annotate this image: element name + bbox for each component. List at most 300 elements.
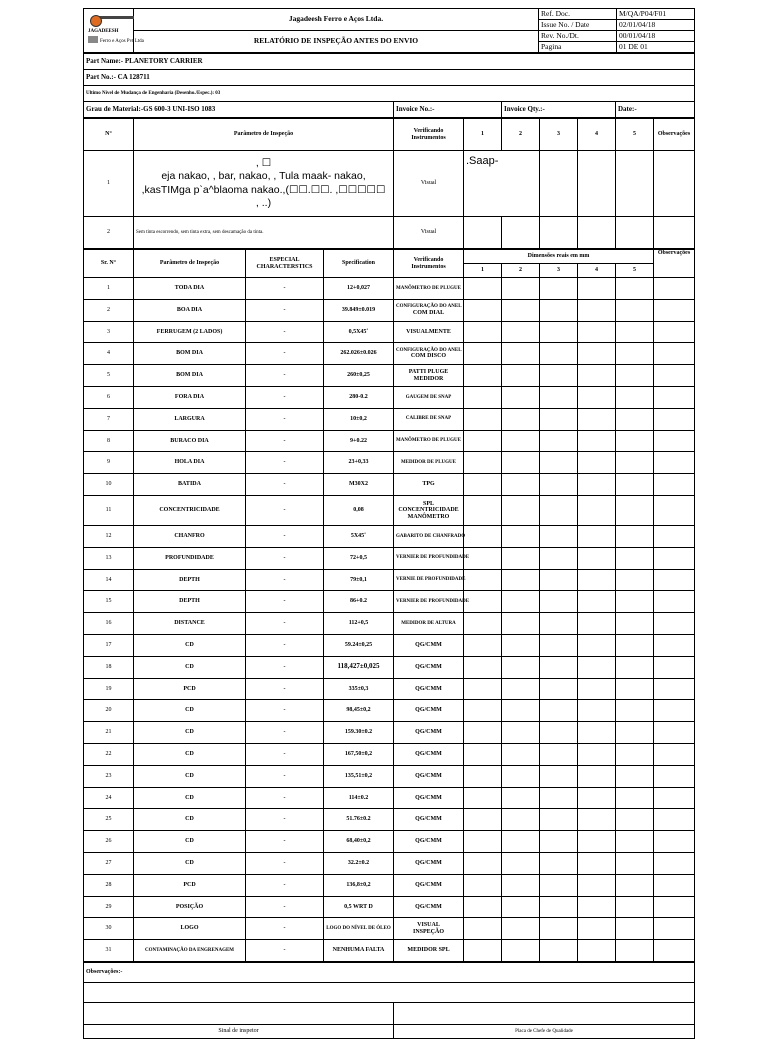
special-characteristic: - [246, 591, 324, 613]
part-name: Part Name:- PLANETORY CARRIER [84, 54, 695, 70]
measurement-cell [578, 591, 616, 613]
table-row [84, 525, 695, 547]
instrument [394, 787, 464, 809]
inspection-parameter: CD [134, 831, 246, 853]
measurement-cell [540, 874, 578, 896]
instrument [394, 474, 464, 496]
measurement-cell [616, 569, 654, 591]
table-row [84, 765, 695, 787]
measurement-cell [578, 321, 616, 343]
observation-cell [654, 365, 695, 387]
measurement-cell [464, 809, 502, 831]
measurement-cell [540, 896, 578, 918]
measurement-cell [540, 743, 578, 765]
row-number: 23 [84, 765, 134, 787]
instrument [394, 495, 464, 525]
specification: 72+0,5 [324, 547, 394, 569]
specification: M30X2 [324, 474, 394, 496]
instrument [394, 896, 464, 918]
measurement-cell [502, 743, 540, 765]
specification: 114±0.2 [324, 787, 394, 809]
observation-cell [654, 386, 695, 408]
measurement-cell [464, 495, 502, 525]
table-row [84, 299, 695, 321]
measurement-cell [502, 547, 540, 569]
instrument-line: QG/CMM [415, 751, 442, 758]
measurement-cell [616, 386, 654, 408]
table-row [84, 386, 695, 408]
measurement-cell [464, 896, 502, 918]
table-row [84, 940, 695, 962]
measurement-cell [578, 547, 616, 569]
measurement-cell [502, 386, 540, 408]
instrument [394, 634, 464, 656]
col-1: 1 [464, 264, 502, 278]
instrument [394, 874, 464, 896]
specification: 32.2±0.2 [324, 852, 394, 874]
measurement-cell [464, 386, 502, 408]
inspection-parameter: FORA DIA [134, 386, 246, 408]
measurement-cell [502, 430, 540, 452]
special-characteristic: - [246, 874, 324, 896]
instrument [394, 656, 464, 678]
instrument-line: MANÔMETRO [407, 513, 450, 520]
dimensional-inspection-table [83, 249, 695, 962]
measurement-cell [578, 408, 616, 430]
instrument-line: VERNIER DE PROFUNDIDADE [396, 555, 470, 561]
inspection-parameter: DISTANCE [134, 613, 246, 635]
specification: 39.849±0.019 [324, 299, 394, 321]
part-info [83, 53, 695, 118]
col-sr: Sr. N° [84, 250, 134, 278]
observation-cell [654, 918, 695, 940]
measurement-cell [616, 365, 654, 387]
inspection-parameter: CD [134, 722, 246, 744]
col-obs: Observações [654, 119, 695, 151]
observation-cell [654, 678, 695, 700]
measurement-cell [540, 722, 578, 744]
measurement-cell [540, 495, 578, 525]
measurement-cell [578, 430, 616, 452]
measurement-cell [464, 700, 502, 722]
measurement-cell [616, 613, 654, 635]
specification: 0,5X45˚ [324, 321, 394, 343]
specification: 10±0,2 [324, 408, 394, 430]
measurement-cell [616, 452, 654, 474]
measurement-cell [578, 918, 616, 940]
observation-cell [654, 452, 695, 474]
observation-cell [654, 787, 695, 809]
instrument-line: MEDIDOR DE PLUGUE [400, 460, 456, 466]
table-row [84, 634, 695, 656]
inspection-parameter: CD [134, 765, 246, 787]
instrument-line: QG/CMM [415, 663, 442, 670]
specification: 59.24±0,25 [324, 634, 394, 656]
instrument [394, 700, 464, 722]
measurement-cell [616, 474, 654, 496]
measurement-cell [464, 634, 502, 656]
row-number: 14 [84, 569, 134, 591]
special-characteristic: - [246, 613, 324, 635]
special-characteristic: - [246, 678, 324, 700]
specification: NENHUMA FALTA [324, 940, 394, 962]
inspection-parameter: LARGURA [134, 408, 246, 430]
measurement-cell [540, 408, 578, 430]
row-number: 13 [84, 547, 134, 569]
measurement-cell [616, 743, 654, 765]
special-characteristic: - [246, 852, 324, 874]
observation-cell [654, 343, 695, 365]
table-row [84, 700, 695, 722]
measurement-cell [578, 678, 616, 700]
observation-cell [654, 569, 695, 591]
instrument [394, 408, 464, 430]
instrument [394, 430, 464, 452]
col-special: ESPECIAL CHARACTERSTICS [246, 250, 324, 278]
col-no: N° [84, 119, 134, 151]
specification: 0,08 [324, 495, 394, 525]
specification: 51.76±0.2 [324, 809, 394, 831]
measurement-cell [616, 700, 654, 722]
measurement-cell [464, 452, 502, 474]
measurement-cell [502, 613, 540, 635]
specification: 68,40±0,2 [324, 831, 394, 853]
inspection-parameter: BOM DIA [134, 365, 246, 387]
instrument-line: QG/CMM [415, 903, 442, 910]
measurement-cell [502, 874, 540, 896]
measurement-cell [616, 343, 654, 365]
eng-change-level: Ultimo Nível de Mudança de Engenharia (Desenho./Espec.): 03 [84, 86, 695, 102]
instrument [394, 613, 464, 635]
observation-cell [654, 722, 695, 744]
specification: LOGO DO NÍVEL DE ÓLEO [324, 918, 394, 940]
measurement-cell [464, 831, 502, 853]
instrument-line: CONFIGURAÇÃO DO ANEL [396, 347, 462, 353]
instrument [394, 452, 464, 474]
row-number: 26 [84, 831, 134, 853]
observation-cell [654, 634, 695, 656]
observation-cell [654, 852, 695, 874]
special-characteristic: - [246, 547, 324, 569]
measurement-cell [540, 321, 578, 343]
instrument-line: PATTI PLUGE [408, 368, 449, 375]
inspection-report-sheet [83, 8, 694, 1039]
instrument [394, 525, 464, 547]
observation-cell [654, 299, 695, 321]
instrument [394, 365, 464, 387]
observation-cell [654, 874, 695, 896]
report-title: RELATÓRIO DE INSPEÇÃO ANTES DO ENVIO [134, 31, 539, 53]
observation-cell [654, 896, 695, 918]
instrument-line: QG/CMM [415, 707, 442, 714]
row-number: 11 [84, 495, 134, 525]
measurement-cell [464, 474, 502, 496]
col-1: 1 [464, 119, 502, 151]
part-number: Part No.:- CA 128711 [84, 70, 695, 86]
measurement-cell [616, 831, 654, 853]
measurement-cell [578, 278, 616, 300]
col-2: 2 [502, 264, 540, 278]
specification: 112+0,5 [324, 613, 394, 635]
table-row [84, 474, 695, 496]
measurement-cell [540, 365, 578, 387]
inspection-parameter: DEPTH [134, 569, 246, 591]
instrument-line: VISUALMENTE [406, 328, 451, 335]
measurement-cell [578, 343, 616, 365]
measurement-cell [578, 495, 616, 525]
instrument-line: MEDIDOR [413, 375, 444, 382]
inspection-parameter: CD [134, 656, 246, 678]
measurement-cell [502, 896, 540, 918]
measurement-cell [502, 918, 540, 940]
measurement-cell [616, 321, 654, 343]
table-row [84, 613, 695, 635]
inspection-parameter: BURACO DIA [134, 430, 246, 452]
observation-cell [654, 700, 695, 722]
col-instr: Verificando Instrumentos [394, 250, 464, 278]
measurement-cell [502, 809, 540, 831]
measurement-cell [464, 569, 502, 591]
measurement-cell [616, 547, 654, 569]
special-characteristic: - [246, 940, 324, 962]
measurement-cell [502, 299, 540, 321]
measurement-cell [540, 634, 578, 656]
instrument [394, 299, 464, 321]
meta-value: 02/01/04/18 [617, 20, 695, 31]
special-characteristic: - [246, 634, 324, 656]
row-number: 16 [84, 613, 134, 635]
measurement-cell [578, 474, 616, 496]
measurement-cell [578, 299, 616, 321]
col-instr: Verificando Instrumentos [394, 119, 464, 151]
measurement-cell [616, 591, 654, 613]
row-number: 3 [84, 321, 134, 343]
table-row [84, 743, 695, 765]
measurement-cell [616, 787, 654, 809]
table-row [84, 678, 695, 700]
measurement-cell [578, 656, 616, 678]
measurement-cell [464, 343, 502, 365]
row-number: 5 [84, 365, 134, 387]
specification: 9+0.22 [324, 430, 394, 452]
inspection-parameter: HOLA DIA [134, 452, 246, 474]
specification: 167,50±0,2 [324, 743, 394, 765]
instrument [394, 343, 464, 365]
measurement-cell [502, 343, 540, 365]
row-number: 8 [84, 430, 134, 452]
invoice-date: Date:- [616, 102, 695, 118]
paint-requirement: Sem tinta escorrendo, sem tinta extra, sem descamação da tinta. [134, 217, 394, 249]
measurement-cell [578, 365, 616, 387]
inspection-parameter: PCD [134, 678, 246, 700]
table-row [84, 430, 695, 452]
measurement-cell [540, 386, 578, 408]
measurement-cell [616, 656, 654, 678]
instrument-line: QG/CMM [415, 729, 442, 736]
measurement-cell [540, 940, 578, 962]
measurement-cell [616, 299, 654, 321]
instrument-line: CALIBRE DE SNAP [405, 416, 452, 422]
measurement-cell [578, 852, 616, 874]
table-row [84, 452, 695, 474]
instrument-line: QG/CMM [415, 838, 442, 845]
measurement-cell [616, 525, 654, 547]
instrument-line: QG/CMM [415, 642, 442, 649]
row-number: 18 [84, 656, 134, 678]
table-row [84, 831, 695, 853]
specification: 12+0,027 [324, 278, 394, 300]
special-characteristic: - [246, 452, 324, 474]
measurement-cell [540, 852, 578, 874]
observation-cell [654, 321, 695, 343]
measurement-cell [502, 321, 540, 343]
specification: 335±0,3 [324, 678, 394, 700]
measurement-cell [578, 743, 616, 765]
measurement-cell [616, 852, 654, 874]
measurement-cell [578, 787, 616, 809]
instrument-line: QG/CMM [415, 816, 442, 823]
meta-label: Ref. Doc. [539, 9, 617, 20]
table-row [84, 408, 695, 430]
special-characteristic: - [246, 430, 324, 452]
instrument-line: QG/CMM [415, 772, 442, 779]
measurement-cell [464, 547, 502, 569]
special-characteristic: - [246, 569, 324, 591]
instrument [394, 547, 470, 569]
measurement-cell [502, 452, 540, 474]
measurement-cell [540, 831, 578, 853]
row-number: 4 [84, 343, 134, 365]
measurement-cell [502, 722, 540, 744]
table-row [84, 787, 695, 809]
observation-cell [654, 278, 695, 300]
measurement-cell [540, 452, 578, 474]
special-characteristic: - [246, 408, 324, 430]
measurement-cell [464, 722, 502, 744]
inspection-parameter: BOA DIA [134, 299, 246, 321]
instrument-line: COM DISCO [410, 353, 447, 360]
instrument [394, 743, 464, 765]
measurement-cell [616, 874, 654, 896]
observation-cell [654, 765, 695, 787]
report-header [83, 8, 695, 53]
observation-cell [654, 430, 695, 452]
inspector-signature-label: Sinal de inspetor [84, 1024, 394, 1038]
measurement-cell [616, 896, 654, 918]
specification: 135,51±0,2 [324, 765, 394, 787]
special-characteristic: - [246, 896, 324, 918]
measurement-cell [578, 831, 616, 853]
inspection-parameter: DEPTH [134, 591, 246, 613]
measurement-cell [540, 591, 578, 613]
measurement-cell [578, 452, 616, 474]
meta-value: M/QA/P04/F01 [617, 9, 695, 20]
row-number: 27 [84, 852, 134, 874]
measurement-cell [578, 613, 616, 635]
observation-cell [654, 656, 695, 678]
row-number: 9 [84, 452, 134, 474]
special-characteristic: - [246, 831, 324, 853]
instrument-line: TPG [422, 481, 435, 488]
special-characteristic: - [246, 700, 324, 722]
company-logo: JAGADEESH Ferro e Aços Pvt Ltda [84, 9, 134, 53]
measurement-cell [578, 634, 616, 656]
meta-label: Pagina [539, 42, 617, 53]
instrument-line: GABARITO DE CHANFRADO [396, 533, 466, 539]
specification: 280-0.2 [324, 386, 394, 408]
table-row [84, 896, 695, 918]
invoice-qty: Invoice Qty.:- [502, 102, 616, 118]
measurement-cell [540, 765, 578, 787]
observation-cell [654, 591, 695, 613]
meta-value: 00/01/04/18 [617, 31, 695, 42]
row-number: 17 [84, 634, 134, 656]
instrument [394, 809, 464, 831]
measurement-cell [540, 474, 578, 496]
meta-label: Issue No. / Date [539, 20, 617, 31]
measurement-cell [540, 613, 578, 635]
measurement-cell [540, 678, 578, 700]
instrument [394, 722, 464, 744]
row-number: 7 [84, 408, 134, 430]
meta-label: Rev. No./Dt. [539, 31, 617, 42]
instrument-line: VERNIER DE PROFUNDIDADE [396, 599, 470, 604]
invoice-no: Invoice No.:- [394, 102, 502, 118]
inspection-parameter: TODA DIA [134, 278, 246, 300]
measurement-cell [464, 678, 502, 700]
measurement-cell [540, 547, 578, 569]
measurement-cell [464, 321, 502, 343]
special-characteristic: - [246, 787, 324, 809]
row-number: 19 [84, 678, 134, 700]
measurement-cell [540, 809, 578, 831]
instrument: Visual [394, 151, 464, 217]
measurement-cell [502, 852, 540, 874]
inspection-parameter: CONTAMINAÇÃO DA ENGRENAGEM [134, 940, 246, 962]
measurement-cell [616, 809, 654, 831]
observation-cell [654, 831, 695, 853]
measurement-cell [578, 874, 616, 896]
observation-cell [654, 743, 695, 765]
instrument-line: CONCENTRICIDADE [398, 507, 459, 514]
observation-cell [654, 940, 695, 962]
qc-head-signature-label: Placa de Chefe de Qualidade [394, 1024, 695, 1038]
measurement-cell [578, 896, 616, 918]
special-characteristic: - [246, 343, 324, 365]
instrument-line: GAUGEM DE SNAP [405, 394, 452, 400]
special-characteristic: - [246, 656, 324, 678]
inspection-parameter: LOGO [134, 918, 246, 940]
instrument [394, 321, 464, 343]
row-number: 2 [84, 299, 134, 321]
instrument [394, 940, 464, 962]
measurement-cell [502, 408, 540, 430]
row-number: 31 [84, 940, 134, 962]
table-row [84, 874, 695, 896]
instrument [394, 918, 464, 940]
measurement-cell [464, 278, 502, 300]
measurement-cell [540, 525, 578, 547]
measurement-cell [464, 940, 502, 962]
specification: 98,45±0,2 [324, 700, 394, 722]
inspection-parameter: POSIÇÃO [134, 896, 246, 918]
table-row [84, 569, 695, 591]
measurement-cell [578, 525, 616, 547]
measurement-cell [540, 656, 578, 678]
measurement-cell [502, 678, 540, 700]
instrument [394, 831, 464, 853]
measurement-cell [540, 343, 578, 365]
